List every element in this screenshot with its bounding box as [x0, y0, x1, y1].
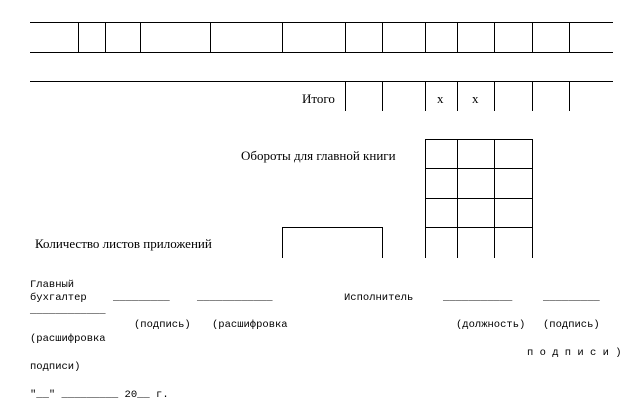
chief-decoding-blank: ____________: [197, 292, 273, 304]
total-x-mark: x: [437, 91, 444, 106]
table-column-divider: [345, 22, 346, 52]
table-column-divider: [140, 22, 141, 52]
chief-signature-hint: (подпись): [134, 319, 191, 331]
total-column-divider: [382, 81, 383, 111]
chief-decoding-hint: (расшифровка: [212, 319, 288, 331]
turnover-grid-line: [425, 139, 426, 258]
total-column-divider: [569, 81, 570, 111]
turnover-grid-line: [532, 139, 533, 258]
chief-decoding-hint-cont: (расшифровка: [30, 333, 106, 345]
chief-decoding-blank-wrap: ____________: [30, 305, 106, 317]
table-top-border: [30, 22, 613, 23]
table-column-divider: [532, 22, 533, 52]
table-column-divider: [382, 22, 383, 52]
total-x-mark: x: [472, 91, 479, 106]
chief-accountant-label: Главный: [30, 279, 75, 291]
table-column-divider: [494, 22, 495, 52]
attachments-label: Количество листов приложений: [35, 236, 212, 251]
executor-position-hint: (должность): [456, 319, 526, 331]
executor-label: Исполнитель: [344, 292, 414, 304]
executor-signature-hint: (подпись): [543, 319, 600, 331]
turnover-grid-line: [425, 198, 533, 199]
total-column-divider: [532, 81, 533, 111]
table-row-divider: [30, 52, 613, 53]
total-column-divider: [457, 81, 458, 111]
table-column-divider: [457, 22, 458, 52]
chief-accountant-label: бухгалтер: [30, 292, 87, 304]
turnover-grid-line: [457, 139, 458, 258]
executor-decoding-hint: п о д п и с и ): [527, 347, 622, 359]
table-row-divider: [30, 81, 613, 82]
total-column-divider: [345, 81, 346, 111]
total-column-divider: [494, 81, 495, 111]
executor-position-blank: ___________: [443, 292, 513, 304]
total-label: Итого: [302, 91, 335, 106]
total-column-divider: [425, 81, 426, 111]
table-column-divider: [425, 22, 426, 52]
chief-signature-blank: _________: [113, 292, 170, 304]
turnover-grid-line: [494, 139, 495, 258]
executor-signature-blank: _________: [543, 292, 600, 304]
turnover-grid-line: [425, 139, 533, 140]
table-column-divider: [282, 22, 283, 52]
table-column-divider: [78, 22, 79, 52]
attachments-box-right: [382, 227, 383, 258]
table-column-divider: [105, 22, 106, 52]
turnover-label: Обороты для главной книги: [241, 148, 396, 163]
chief-decoding-hint-end: подписи): [30, 361, 81, 373]
attachments-box-left: [282, 227, 283, 258]
attachments-box-top: [282, 227, 383, 228]
turnover-grid-line: [425, 168, 533, 169]
turnover-grid-line: [425, 227, 533, 228]
table-column-divider: [210, 22, 211, 52]
table-column-divider: [569, 22, 570, 52]
date-line: "__" _________ 20__ г.: [30, 389, 169, 401]
